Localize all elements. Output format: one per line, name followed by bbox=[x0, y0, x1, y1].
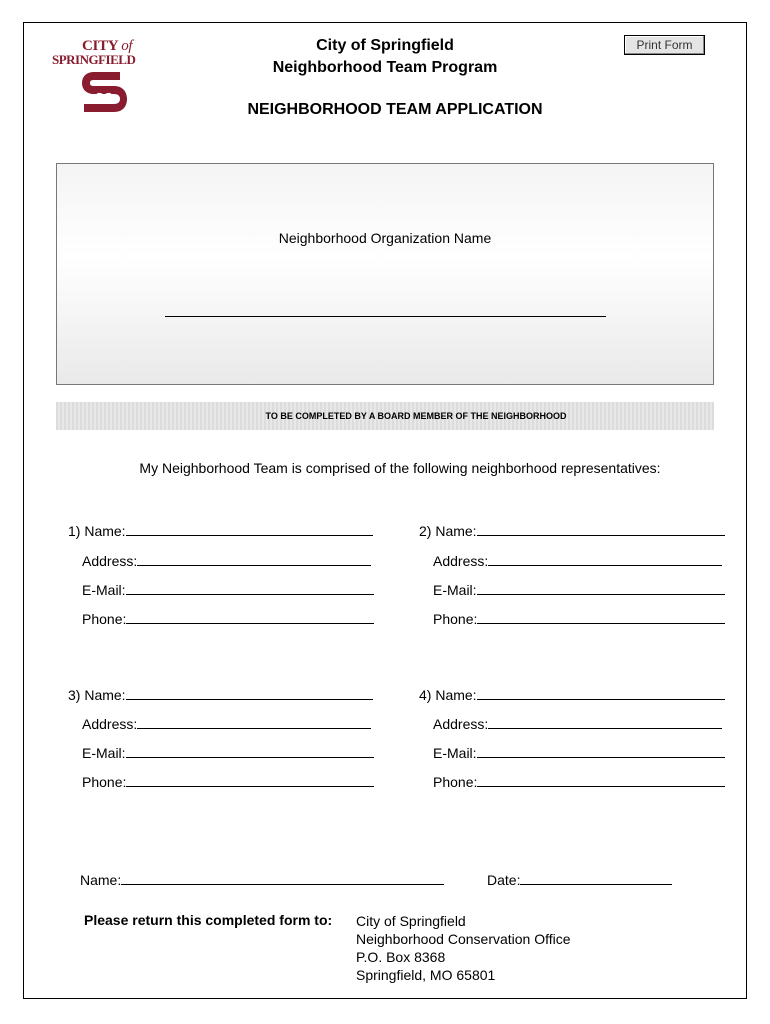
date-field[interactable] bbox=[520, 872, 672, 885]
rep1-name-row: 1) Name: bbox=[68, 523, 373, 539]
rep3-email-row: E-Mail: bbox=[82, 745, 374, 761]
address-line: City of Springfield bbox=[356, 913, 466, 929]
rep3-name-field[interactable] bbox=[126, 687, 373, 700]
submitter-name-row: Name: bbox=[80, 872, 444, 888]
rep4-address-row: Address: bbox=[433, 716, 722, 732]
header-program: Neighborhood Team Program bbox=[272, 59, 498, 76]
rep2-name-field[interactable] bbox=[477, 523, 725, 536]
rep4-email-field[interactable] bbox=[477, 745, 725, 758]
rep2-address-row: Address: bbox=[433, 553, 722, 569]
rep4-name-field[interactable] bbox=[477, 687, 725, 700]
page-title: NEIGHBORHOOD TEAM APPLICATION bbox=[247, 101, 543, 118]
date-row: Date: bbox=[487, 872, 672, 888]
rep1-address-row: Address: bbox=[82, 553, 371, 569]
rep3-phone-row: Phone: bbox=[82, 774, 374, 790]
submitter-name-field[interactable] bbox=[121, 872, 444, 885]
rep1-email-field[interactable] bbox=[126, 582, 374, 595]
rep4-phone-row: Phone: bbox=[433, 774, 725, 790]
rep1-phone-row: Phone: bbox=[82, 611, 374, 627]
rep2-name-row: 2) Name: bbox=[419, 523, 725, 539]
rep2-phone-field[interactable] bbox=[477, 611, 725, 624]
address-line: Neighborhood Conservation Office bbox=[356, 931, 571, 947]
rep1-name-field[interactable] bbox=[126, 523, 373, 536]
organization-name-field[interactable] bbox=[165, 316, 606, 317]
city-logo: CITY of SPRINGFIELD bbox=[52, 38, 148, 116]
rep4-phone-field[interactable] bbox=[477, 774, 725, 787]
board-member-banner: TO BE COMPLETED BY A BOARD MEMBER OF THE NEIGHBORHOOD bbox=[56, 402, 714, 430]
address-line: Springfield, MO 65801 bbox=[356, 967, 496, 983]
rep4-name-row: 4) Name: bbox=[419, 687, 725, 703]
rep3-address-field[interactable] bbox=[137, 716, 371, 729]
rep3-address-row: Address: bbox=[82, 716, 371, 732]
rep4-address-field[interactable] bbox=[488, 716, 722, 729]
rep1-email-row: E-Mail: bbox=[82, 582, 374, 598]
print-form-button[interactable]: Print Form bbox=[624, 35, 705, 55]
organization-name-label: Neighborhood Organization Name bbox=[278, 230, 492, 246]
return-instructions-label: Please return this completed form to: bbox=[84, 912, 333, 928]
rep1-phone-field[interactable] bbox=[126, 611, 374, 624]
rep3-email-field[interactable] bbox=[126, 745, 374, 758]
rep2-email-field[interactable] bbox=[477, 582, 725, 595]
rep2-address-field[interactable] bbox=[488, 553, 722, 566]
organization-box bbox=[56, 163, 714, 385]
rep4-email-row: E-Mail: bbox=[433, 745, 725, 761]
intro-text: My Neighborhood Team is comprised of the following neighborhood representatives: bbox=[139, 460, 661, 476]
rep1-address-field[interactable] bbox=[137, 553, 371, 566]
rep2-email-row: E-Mail: bbox=[433, 582, 725, 598]
rep3-name-row: 3) Name: bbox=[68, 687, 373, 703]
rep3-phone-field[interactable] bbox=[126, 774, 374, 787]
rep2-phone-row: Phone: bbox=[433, 611, 725, 627]
address-line: P.O. Box 8368 bbox=[356, 949, 446, 965]
return-address bbox=[356, 912, 571, 984]
header-city: City of Springfield bbox=[316, 37, 454, 54]
